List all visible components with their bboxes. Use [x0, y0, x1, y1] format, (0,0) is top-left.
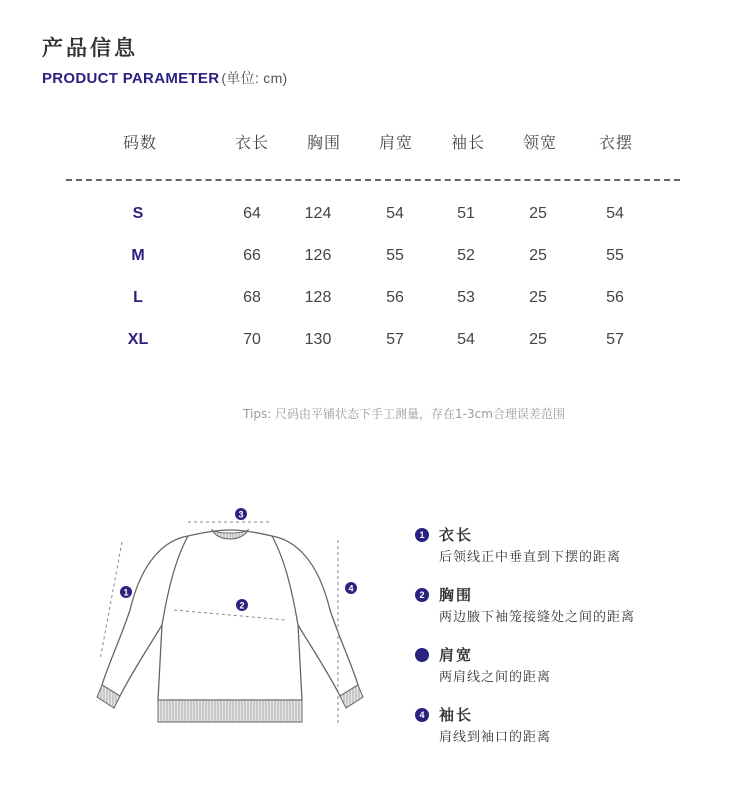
- marker-4: [345, 582, 357, 594]
- row-size: M: [131, 247, 145, 264]
- header-sleeve: 袖长: [450, 133, 485, 152]
- cell-length: 70: [243, 331, 261, 348]
- cell-hem: 54: [606, 205, 624, 222]
- cell-sleeve: 52: [457, 247, 475, 264]
- row-size: XL: [127, 331, 149, 348]
- cell-collar: 25: [529, 289, 547, 306]
- unit-label: (单位: cm): [221, 70, 288, 86]
- page-title-en: [42, 68, 288, 88]
- header-hem: 衣摆: [598, 133, 633, 152]
- cell-chest: 124: [304, 205, 332, 222]
- cell-collar: 25: [529, 205, 547, 222]
- legend-desc: 两边腋下袖笼接缝处之间的距离: [439, 610, 636, 625]
- table-row: [66, 331, 680, 373]
- cell-chest: 126: [304, 247, 332, 264]
- legend-title: 袖长: [439, 706, 474, 724]
- svg-text:4: 4: [348, 583, 354, 594]
- cell-sleeve: 54: [457, 331, 475, 348]
- cell-length: 64: [243, 205, 261, 222]
- marker-2: [236, 599, 248, 611]
- cell-hem: 56: [606, 289, 624, 306]
- hem-rib: [158, 700, 302, 722]
- cell-length: 66: [243, 247, 261, 264]
- measurement-legend: [415, 524, 735, 764]
- table-row: [66, 205, 680, 247]
- svg-text:1: 1: [123, 587, 129, 598]
- legend-item-chest: [415, 584, 735, 644]
- table-row: [66, 247, 680, 289]
- page-title-cn: 产品信息: [42, 36, 138, 60]
- marker-2-icon: 2: [415, 588, 429, 602]
- legend-item-sleeve: [415, 704, 735, 764]
- header-size: 码数: [122, 133, 157, 152]
- table-header-row: [66, 118, 680, 160]
- svg-text:2: 2: [239, 600, 245, 611]
- size-table-body: [66, 205, 680, 373]
- cell-chest: 128: [304, 289, 332, 306]
- header-shoulder: 肩宽: [378, 133, 413, 152]
- svg-text:3: 3: [238, 509, 244, 520]
- marker-3-icon: [415, 648, 429, 662]
- cell-sleeve: 53: [457, 289, 475, 306]
- cell-hem: 57: [606, 331, 624, 348]
- cell-shoulder: 56: [386, 289, 404, 306]
- legend-desc: 两肩线之间的距离: [439, 670, 552, 685]
- size-table: [66, 118, 680, 160]
- row-size: S: [132, 205, 144, 222]
- header-collar: 领宽: [522, 133, 557, 152]
- cell-chest: 130: [304, 331, 332, 348]
- header-chest: 胸围: [306, 133, 341, 152]
- row-size: L: [133, 289, 143, 306]
- marker-1-icon: 1: [415, 528, 429, 542]
- legend-title: 胸围: [439, 586, 474, 604]
- marker-4-icon: 4: [415, 708, 429, 722]
- legend-item-length: [415, 524, 735, 584]
- cell-shoulder: 57: [386, 331, 404, 348]
- cell-sleeve: 51: [457, 205, 475, 222]
- sweater-diagram: [70, 500, 390, 740]
- legend-title: 肩宽: [439, 646, 474, 664]
- legend-desc: 肩线到袖口的距离: [439, 730, 552, 745]
- marker-3: [235, 508, 247, 520]
- header-length: 衣长: [234, 133, 269, 152]
- legend-item-shoulder: [415, 644, 735, 704]
- dashed-separator: [66, 179, 680, 181]
- title-en-text: PRODUCT PARAMETER: [42, 70, 220, 87]
- cell-shoulder: 54: [386, 205, 404, 222]
- cell-hem: 55: [606, 247, 624, 264]
- table-row: [66, 289, 680, 331]
- cell-length: 68: [243, 289, 261, 306]
- measurement-tips: Tips: 尺码由平铺状态下手工测量，存在1-3cm合理误差范围: [243, 407, 565, 421]
- cell-shoulder: 55: [386, 247, 404, 264]
- cell-collar: 25: [529, 247, 547, 264]
- marker-1: [120, 586, 132, 598]
- legend-desc: 后领线正中垂直到下摆的距离: [439, 550, 622, 565]
- cell-collar: 25: [529, 331, 547, 348]
- legend-title: 衣长: [439, 526, 474, 544]
